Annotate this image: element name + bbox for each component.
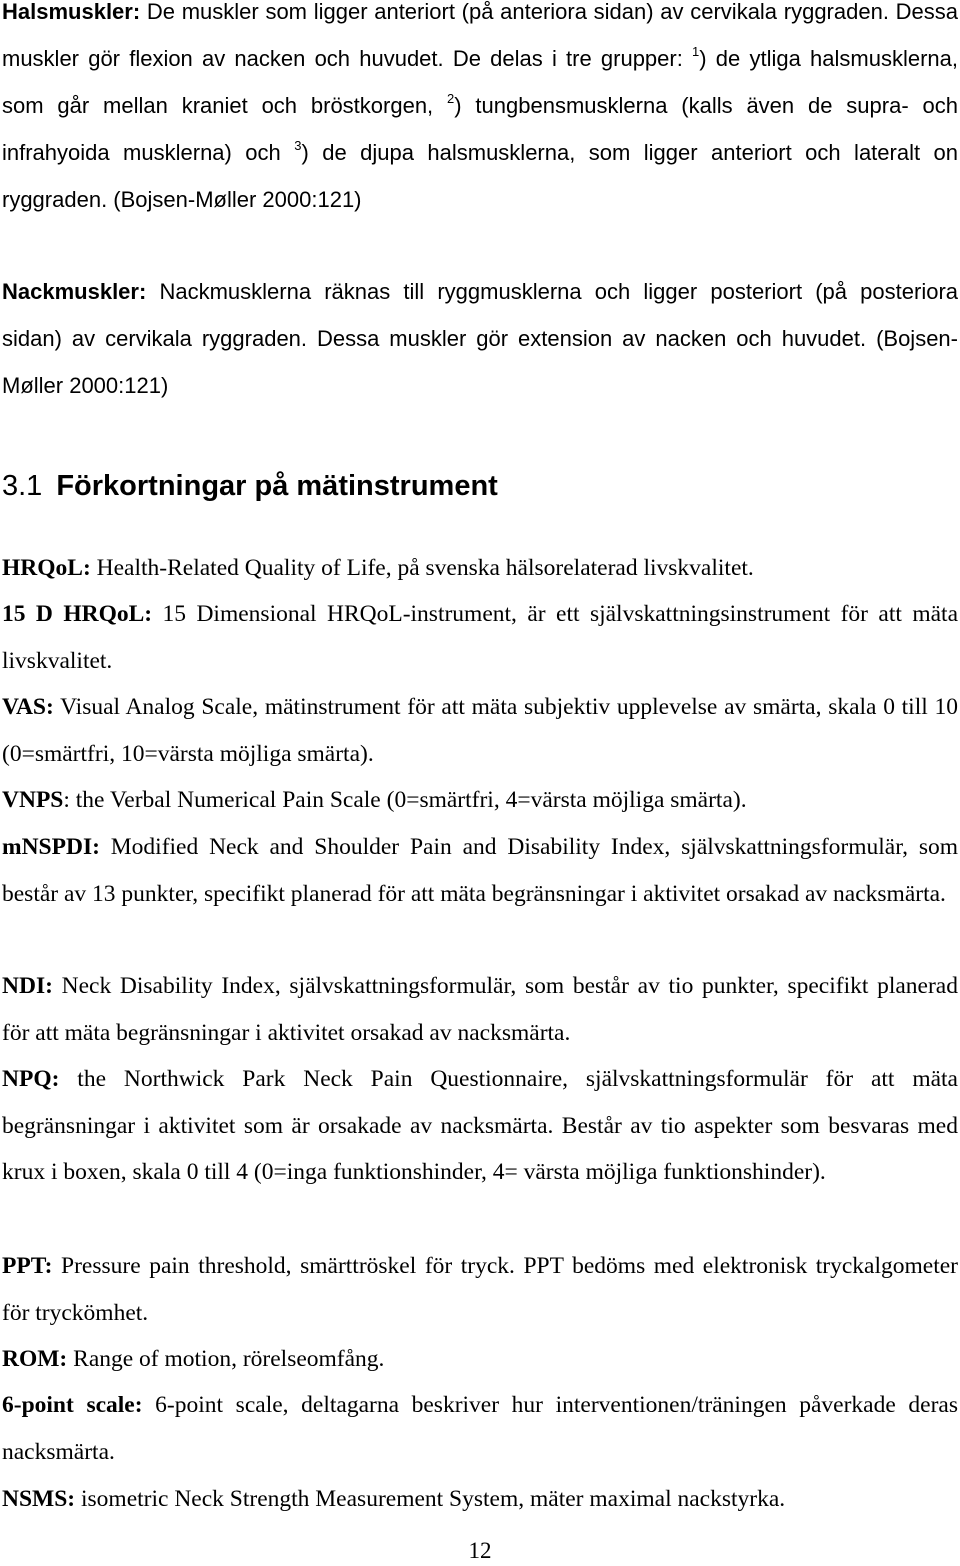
definition-rom (2, 1336, 958, 1383)
definition-term: PPT: (2, 1253, 53, 1279)
page-number: 12 (468, 1538, 492, 1563)
definition-text: the Northwick Park Neck Pain Questionnaire, självskattningsformulär för att mäta begränsningar i aktivitet som är orsakade av nacksmärta. Består av tio aspekter som besvaras med krux i boxen, skala 0 till 4 (0=inga funktionshinder, 4= värsta möjliga funktionshinder). (2, 1066, 958, 1185)
term-nackmuskler: Nackmuskler: (2, 279, 147, 304)
definition-term: NDI: (2, 973, 53, 999)
definition-term: VAS: (2, 694, 54, 720)
definition-6-point-scale (2, 1382, 958, 1475)
superscript-1: 1 (692, 44, 700, 59)
term-halsmuskler: Halsmuskler: (2, 0, 141, 24)
definition-text: 6-point scale, deltagarna beskriver hur interventionen/träningen påverkade deras nacksmärta. (2, 1392, 958, 1465)
definition-term: ROM: (2, 1346, 68, 1372)
definition-term: HRQoL: (2, 555, 91, 581)
paragraph-text: De muskler som ligger anteriort (på anteriora sidan) av cervikala ryggraden. Dessa muskler gör flexion av nacken och huvudet. De delas i tre grupper: (2, 0, 958, 71)
definition-mnspdi (2, 824, 958, 917)
paragraph-text: ) de djupa halsmusklerna, som ligger anteriort och lateralt on ryggraden. (Bojsen-Møller 2000:121) (2, 140, 958, 212)
definition-15d-hrqol (2, 591, 958, 684)
definition-term: 6-point scale: (2, 1392, 143, 1418)
section-heading (2, 464, 498, 508)
definition-text: 15 Dimensional HRQoL-instrument, är ett självskattningsinstrument för att mäta livskvalitet. (2, 601, 959, 674)
paragraph-text: ) tungbensmusklerna (kalls även de supra- och infrahyoida musklerna) och (2, 93, 958, 165)
definition-vas (2, 684, 958, 777)
definition-nsms (2, 1476, 958, 1523)
definition-text: isometric Neck Strength Measurement System, mäter maximal nackstyrka. (75, 1486, 786, 1512)
definition-text: Visual Analog Scale, mätinstrument för att mäta subjektiv upplevelse av smärta, skala 0 till 10 (0=smärtfri, 10=värsta möjliga smärta). (2, 694, 958, 767)
paragraph-text: Nackmusklerna räknas till ryggmusklerna och ligger posteriort (på posteriora sidan) av cervikala ryggraden. Dessa muskler gör extension av nacken och huvudet. (Bojsen-Møller 2000:121) (2, 279, 958, 398)
section-number: 3.1 (2, 470, 43, 502)
definition-vnps (2, 777, 958, 824)
definition-text: : the Verbal Numerical Pain Scale (0=smärtfri, 4=värsta möjliga smärta). (63, 787, 747, 813)
definition-hrqol (2, 545, 958, 592)
superscript-3: 3 (294, 138, 302, 153)
definition-text: Neck Disability Index, självskattningsformulär, som består av tio punkter, specifikt planerad för att mäta begränsningar i aktivitet orsakad av nacksmärta. (2, 973, 958, 1046)
definition-ppt (2, 1243, 958, 1336)
definition-term: mNSPDI: (2, 834, 100, 860)
paragraph-text: ) de ytliga halsmusklerna, som går mellan kraniet och bröstkorgen, (2, 46, 958, 118)
definition-text: Range of motion, rörelseomfång. (67, 1346, 385, 1372)
definition-text: Modified Neck and Shoulder Pain and Disability Index, självskattningsformulär, som består av 13 punkter, specifikt planerad för att mäta begränsningar i aktivitet orsakad av nacksmärta. (2, 834, 958, 907)
paragraph-halsmuskler (2, 0, 958, 223)
definition-term: VNPS (2, 787, 64, 813)
paragraph-nackmuskler (2, 268, 958, 409)
section-title: Förkortningar på mätinstrument (56, 470, 498, 502)
definition-term: NSMS: (2, 1486, 76, 1512)
definition-text: Pressure pain threshold, smärttröskel för tryck. PPT bedöms med elektronisk tryckalgometer för tryckömhet. (2, 1253, 958, 1326)
definition-npq (2, 1056, 958, 1196)
definition-ndi (2, 963, 958, 1056)
definition-text: Health-Related Quality of Life, på svenska hälsorelaterad livskvalitet. (90, 555, 754, 581)
definition-term: 15 D HRQoL: (2, 601, 153, 627)
superscript-2: 2 (447, 91, 455, 106)
definition-term: NPQ: (2, 1066, 60, 1092)
